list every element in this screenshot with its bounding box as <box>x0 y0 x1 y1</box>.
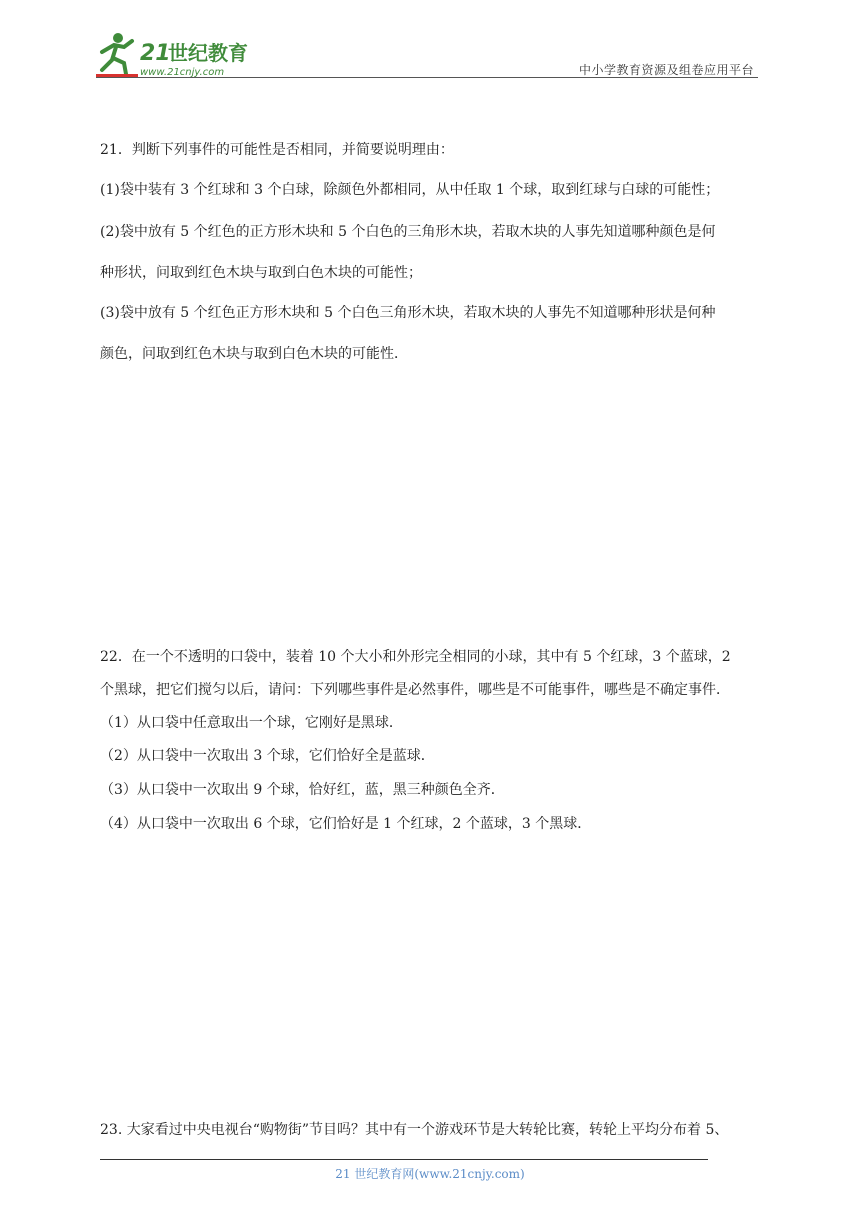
q21-part-3-line-1: (3)袋中放有 5 个红色正方形木块和 5 个白色三角形木块，若取木块的人事先不知道哪种形状是何种 <box>100 305 716 321</box>
q22-item-1: （1）从口袋中任意取出一个球，它刚好是黑球． <box>100 715 403 731</box>
q22-stem-line-1: 22．在一个不透明的口袋中，装着 10 个大小和外形完全相同的小球，其中有 5 个红球，3 个蓝球，2 <box>100 649 731 665</box>
q22-item-3: （3）从口袋中一次取出 9 个球，恰好红，蓝，黑三种颜色全齐． <box>100 782 505 798</box>
q21-part-3-line-2: 颜色，问取到红色木块与取到白色木块的可能性． <box>100 346 408 362</box>
platform-name: 中小学教育资源及组卷应用平台 <box>578 63 754 77</box>
q22-item-2: （2）从口袋中一次取出 3 个球，它们恰好全是蓝球． <box>100 748 435 764</box>
q22-item-4: （4）从口袋中一次取出 6 个球，它们恰好是 1 个红球，2 个蓝球，3 个黑球． <box>100 816 592 832</box>
page-header <box>96 30 758 82</box>
header-divider <box>96 77 758 78</box>
q21-part-2-line-1: (2)袋中放有 5 个红色的正方形木块和 5 个白色的三角形木块，若取木块的人事先知道哪种颜色是何 <box>100 224 716 240</box>
footer-divider <box>100 1159 708 1160</box>
svg-text:21: 21 <box>140 41 171 66</box>
q21-part-1: (1)袋中装有 3 个红球和 3 个白球，除颜色外都相同，从中任取 1 个球，取到红球与白球的可能性； <box>100 182 720 198</box>
q22-stem-line-2: 个黑球，把它们搅匀以后，请问：下列哪些事件是必然事件，哪些是不可能事件，哪些是不确定事件． <box>100 682 730 698</box>
21cnjy-logo <box>96 30 266 80</box>
svg-text:世纪教育: 世纪教育 <box>168 41 248 65</box>
q23-stem: 23. 大家看过中央电视台“购物街”节目吗？其中有一个游戏环节是大转轮比赛，转轮上平均分布着 5、 <box>100 1122 729 1138</box>
q21-part-2-line-2: 种形状，问取到红色木块与取到白色木块的可能性； <box>100 265 422 281</box>
runner-icon <box>102 33 132 74</box>
svg-text:www.21cnjy.com: www.21cnjy.com <box>140 67 225 78</box>
footer-source: 21 世纪教育网(www.21cnjy.com) <box>335 1167 525 1181</box>
q21-stem: 21．判断下列事件的可能性是否相同，并简要说明理由： <box>100 142 454 158</box>
